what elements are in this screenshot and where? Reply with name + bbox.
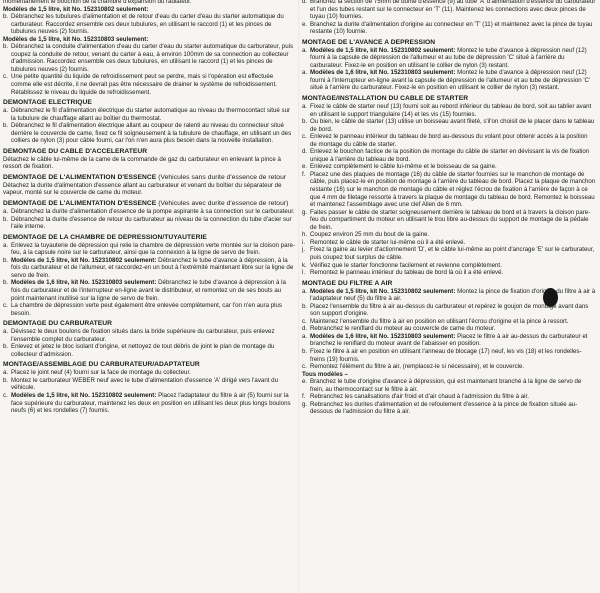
step-item: c. Maintenez l'ensemble du filtre à air en position en utilisant l'écrou d'origine et la pince à ressort. bbox=[302, 317, 569, 325]
section-heading: MONTAGE DE L'AVANCE A DEPRESSION bbox=[302, 38, 436, 46]
continued-text: momentanément le bouchon de la chambre d'expansion du radiateur. bbox=[3, 0, 192, 5]
step-item: a. Dévissez le deux boulons de fixation situés dans la bride supérieure du carburateur, puis enlevez l'ensemble complet du carburateur. bbox=[3, 328, 275, 343]
step-item: h. Coupez environ 25 mm du bout de la gaine. bbox=[302, 231, 430, 239]
section-heading: DEMONTAGE DU CABLE D'ACCELERATEUR bbox=[3, 147, 148, 155]
step-item: c. Modèles de 1,5 litre, kit No. 152310802 seulement: Placez l'adaptateur du filtre à air (5) fourni sur la face supérieure du carburateur, maintenez les deux en position en utilisant les deux plus longs boulons neufs (6) et les rondelles (7) fournis. bbox=[3, 391, 291, 415]
page-fold-shadow bbox=[298, 0, 300, 593]
step-item: b. Modèles de 1,6 litre, kit No. 152310803 seulement: Débranchez le tube d'avance à dépression à la fois du carburateur et de l'interrupteur en-ligne avant le distributeur, et remontez un de ses bouts au point maintenant inutilisé sur la ligne de servo de frein. bbox=[3, 279, 286, 302]
section-heading: DEMONTAGE DE LA CHAMBRE DE DEPRESSION/TUYAUTERIE bbox=[3, 233, 207, 241]
step-item: a. Enlevez la tuyauterie de dépression qui relie la chambre de dépression verte montée sur la cloison pare-feu, à la capsule noire sur le carburateur, ainsi que la connexion à la ligne de servo de frein. bbox=[3, 241, 295, 257]
step-item: b. Débranchez le fil d'alimentation électrique allant au coupeur de ralenti au niveau du connecteur situé derrière le couvercle de came, fixez ce fil soigneusement à la tubulure de chauffage, en utilisant un des colliers de nylon (3) pour câble fourni, car l'on n'en aura plus besoin dans la nouvelle installation. bbox=[3, 122, 292, 145]
step-item: c. Une petite quantité du liquide de refroidissement peut se perdre, mais si l'opération est effectuée comme elle est décrite, il ne devrait pas être nécessaire de drainer le système de refroidissement. Rétablissez le niveau du liquide de refroidissement. bbox=[3, 73, 277, 96]
step-item: b. Enlevez et jetez le bloc isolant d'origine, et nettoyez de tout débris de joint le plan de montage du collecteur d'admission. bbox=[3, 343, 275, 358]
step-item: a. Fixez le câble de starter neuf (13) fourni soit au rebord inférieur du tableau de bord, soit au tablier avant en utilisant le support triangulaire (14) et les vis (15) fournies. bbox=[302, 103, 592, 118]
step-item: b. Débranchez la conduite d'alimentation d'eau du carter d'eau du starter automatique du carburateur, puis coupez la conduite de retour, venant du carter à eau, à environ 100mm de sa connection au collecteur d'admission. Raccordez ensemble ces deux tubulures, en utilisant le raccord (1) et les pinces de tubulures neuves (2) fournis. bbox=[3, 43, 294, 73]
step-item: d. Branchez la section de 75mm de durite d'essence (9) au tube 'A' d'alimentation d'essence du carburateur et l'un des tubes restant sur le connecteur en 'T' (11). Maintenez les connections avec deux pinces de tuyau (10) fournies. bbox=[302, 0, 596, 21]
model-note: Tous modèles – bbox=[302, 370, 348, 378]
step-item: e. Branchez la durite d'alimentation d'origine au connecteur en 'T' (11) et maintenez avec la pince de tuyau restante (10) fournie. bbox=[302, 20, 593, 36]
section-heading: DEMONTAGE DE L'ALIMENTATION D'ESSENCE (Vehicules avec durite d'essence de retour) bbox=[3, 200, 289, 208]
step-item: a. Modèles de 1,5 litre, kit No. 152310802 seulement: Montez la pince de fixation d'origine du filtre à air à l'adaptateur neuf (5) du filtre à air. bbox=[302, 287, 596, 303]
step-item: e. Branchez le tube d'origine d'avance à dépression, qui est maintenant branché à la ligne de servo de frein, au thermocontact sur le filtre à air. bbox=[302, 378, 582, 393]
step-item: b. Fixez le filtre à air en position en utilisant l'anneau de blocage (17) neuf, les vis (18) et les rondelles-freins (19) fournis. bbox=[302, 347, 582, 363]
step-item: a. Modèles de 1,6 litre, kit No. 152310803 seulement: Placez le filtre à air au-dessus du carburateur et branchez le reniflard du moteur avant de l'abaisser en position. bbox=[302, 332, 588, 348]
left-column bbox=[3, 0, 295, 415]
step-item: g. Rebranchez les durites d'alimentation et de refoulement d'essence à la pince de fixation située au-dessous de l'admission du filtre à air. bbox=[302, 400, 578, 416]
step-item: f. Rebranchez les canalisations d'air froid et d'air chaud à l'admission du filtre à air. bbox=[302, 393, 529, 401]
step-item: c. Enlevez le panneau intérieur du tableau de bord au-dessous du volant pour obtenir accès à la position de montage du câble de starter. bbox=[302, 133, 588, 148]
paragraph: Détachez le câble lui-même de la came de la commande de gaz du carburateur en enlevant la pince à ressort de fixation. bbox=[3, 155, 281, 171]
section-heading: MONTAGE/INSTALLATION DU CABLE DE STARTER bbox=[302, 95, 469, 103]
section-heading: MONTAGE DU FILTRE A AIR bbox=[302, 279, 393, 287]
step-item: a. Placez le joint neuf (4) fourni sur la face de montage du collecteur. bbox=[3, 369, 191, 377]
step-item: b. Montez le carburateur WEBER neuf avec le tube d'alimentation d'essence 'A' dirigé vers l'avant du véhicule. bbox=[3, 376, 278, 392]
step-item: e. Enlevez complètement le câble lui-même et le boisseau de sa gaine. bbox=[302, 163, 497, 171]
step-item: b. Débranchez les tubulures d'alimentation et de retour d'eau du carter d'eau du starter automatique du carburateur. Raccordez ensemble ces deux tubulures, en utilisant le raccord (1) et les pinces de tubulures neuves (2) fournis. bbox=[3, 13, 284, 36]
step-item: a. Modèles de 1,6 litre, kit No. 152310803 seulement: Montez le tube d'avance à dépression neuf (12) fourni à l'interrupteur en-ligne avant la capsule de dépression de l'allumeur et au tube de dépression 'C' situé à l'arrière du carburateur. Fixez-le en position en utilisant le collier de nylon (3) restant. bbox=[302, 69, 591, 92]
step-item: a. Débranchez le fil d'alimentation électrique du starter automatique au niveau du thermocontact situé sur la tubulure de chauffage allant au boîtier du thermostat. bbox=[3, 107, 291, 122]
model-note: Modèles de 1,5 litre, kit No. 152310803 seulement: bbox=[3, 35, 149, 43]
step-item: d. Enlevez le bouchon factice de la position de montage du câble de starter en dévissant la vis de fixation unique à l'arrière du tableau de bord. bbox=[302, 148, 590, 163]
section-heading: MONTAGE/ASSEMBLAGE DU CARBURATEUR/ADAPTATEUR bbox=[3, 361, 200, 369]
step-item: a. Modèles de 1,5 litre, kit No. 152310802 seulement: Montez le tube d'avance à dépression neuf (12) fourni à la capsule de dépression de l'allumeur et au tube de dépression 'C' situé à l'arrière du carburateur. Fixez-le en position en utilisant le collier de nylon (3) restant. bbox=[302, 46, 587, 69]
step-item: k. Vérifiez que le starter fonctionne facilement et revienne complètement. bbox=[302, 261, 502, 269]
step-item: f. Placez une des plaques de montage (16) du câble de starter fournies sur le manchon de montage de câble, puis placez-le en position de montage à l'arrière du tableau de bord. Placez la plaque de manchon restante (16) sur le manchon de montage du câble et réglez l'écrou de fixation à l'arrière de façon à ce que 4 mm de filetage ressorte à travers la plaque de montage du tableau de bord. Remontez le boisseau et maintenez l'assemblage avec une clef Allen de 6 mm. bbox=[302, 170, 596, 209]
step-item: b. Débranchez la durite d'essence de retour du carburateur au niveau de la connection du tube d'acier sur l'aile interne. bbox=[3, 215, 292, 231]
step-item: i. Remontez le câble de starter lui-même où il a été enlevé. bbox=[302, 238, 466, 246]
paragraph: Détachez la durite d'alimentation d'essence allant au carburateur et venant du boîtier du séparateur de vapeur, monté sur le couvercle de came du moteur. bbox=[3, 181, 282, 197]
step-item: g. Faites passer le câble de starter soigneusement derrière le tableau de bord et à travers la cloison pare-feu du compartiment du moteur en utilisant le trou libre au-dessus du support de montage de la pédale de frein. bbox=[302, 208, 591, 231]
step-item: j. Fixez la gaine au levier d'actionnement 'D', et le câble lui-même au point d'ancrage 'E' sur le carburateur, puis coupez tout surplus de câble. bbox=[302, 246, 595, 261]
section-heading: DEMONTAGE DU CARBURATEUR bbox=[3, 320, 113, 328]
step-item: b. Ou bien, le câble de starter (13) utilise un boisseau avant fileté, s'il'on choisit de le placer dans le tableau de bord. bbox=[302, 118, 595, 133]
step-item: b. Placez l'ensemble du filtre à air au-dessus du carburateur et repérez le goujon de montage avant dans son support d'origine. bbox=[302, 302, 589, 318]
step-item: c. La chambre de dépression verte peut également être enlevée complètement, car l'on n'en aura plus besoin. bbox=[3, 302, 282, 317]
step-item: d. Rebranchez le reniflard du moteur au couvercle de came du moteur. bbox=[302, 325, 496, 333]
model-note: Modèles de 1,5 litre, kit No. 152310802 seulement: bbox=[3, 5, 149, 13]
step-item: a. Débranchez la durite d'alimentation d'essence de la pompe aspirante à sa connection sur le carburateur. bbox=[3, 208, 295, 216]
right-column bbox=[302, 0, 596, 416]
step-item: l. Remontez le panneau intérieur du tableau de bord là où il a été enlevé. bbox=[302, 269, 504, 277]
step-item: b. Modèles de 1,5 litre, kit No. 152310802 seulement: Débranchez le tube d'avance à dépression, à la fois du carburateur et de l'allumeur, et raccordez-en un bout à l'extrémité maintenant libre sur la ligne de servo de frein. bbox=[3, 256, 294, 279]
step-item: c. Remontez l'élément du filtre à air, (remplacez-le si nécessaire), et le couvercle. bbox=[302, 363, 525, 371]
section-heading: DEMONTAGE DE L'ALIMENTATION D'ESSENCE (Vehicules sans durite d'essence de retour bbox=[3, 173, 287, 181]
section-heading: DEMONTAGE ELECTRIQUE bbox=[3, 99, 92, 107]
